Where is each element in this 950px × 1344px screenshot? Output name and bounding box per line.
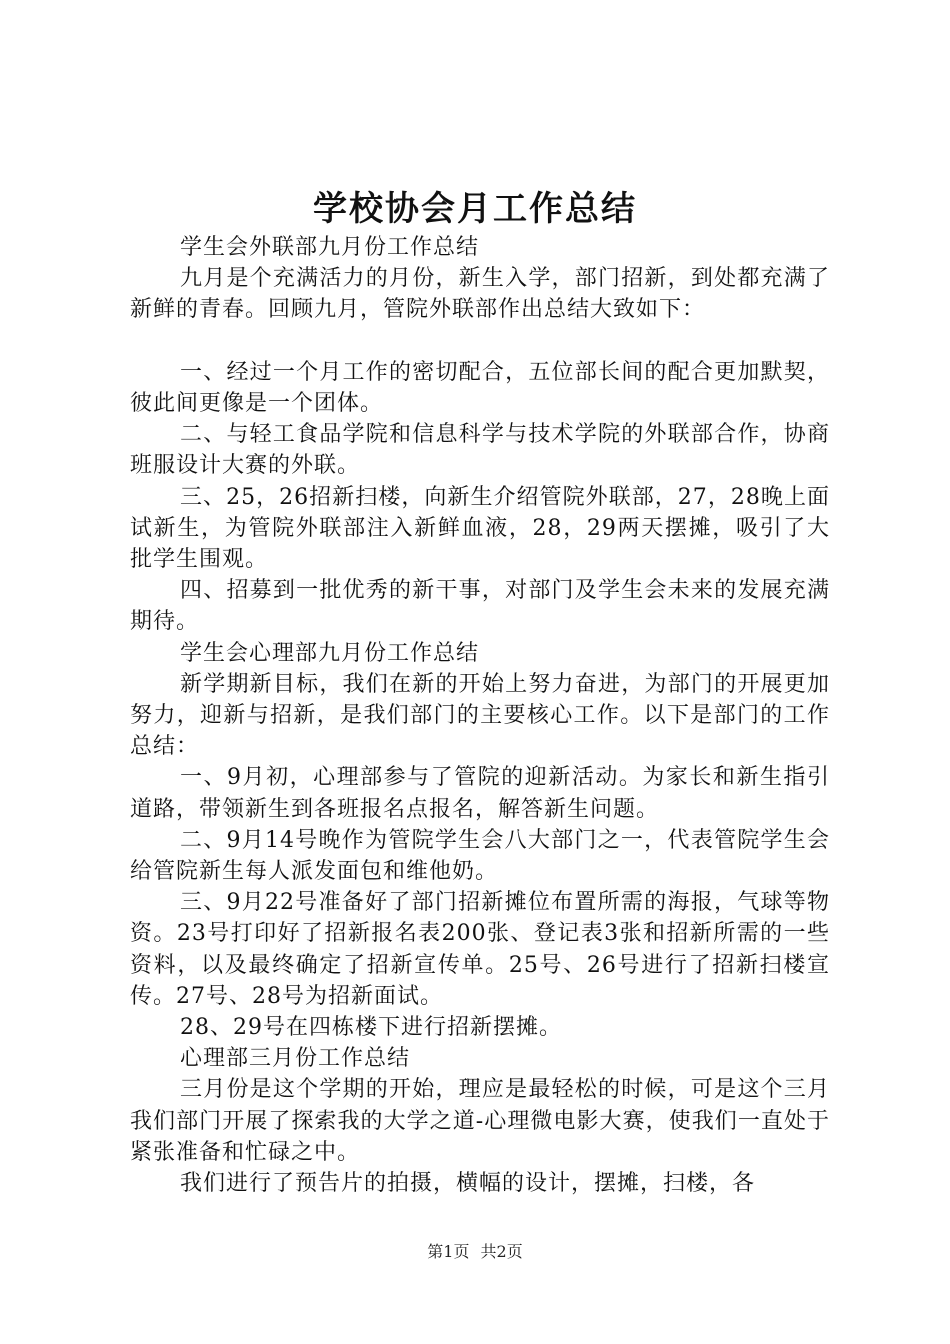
paragraph: 二、9月14号晚作为管院学生会八大部门之一，代表管院学生会给管院新生每人派发面包和维他奶。 <box>130 827 830 885</box>
paragraph: 28、29号在四栋楼下进行招新摆摊。 <box>180 1015 562 1041</box>
paragraph: 三月份是这个学期的开始，理应是最轻松的时候，可是这个三月我们部门开展了探索我的大学之道-心理微电影大赛，使我们一直处于紧张准备和忙碌之中。 <box>130 1077 830 1165</box>
section-heading-outreach: 学生会外联部九月份工作总结 <box>180 235 480 260</box>
paragraph: 九月是个充满活力的月份，新生入学，部门招新，到处都充满了新鲜的青春。回顾九月，管院外联部作出总结大致如下： <box>130 266 830 323</box>
section-heading-march: 心理部三月份工作总结 <box>180 1046 411 1072</box>
page-total: 共2页 <box>480 1242 523 1261</box>
blank-line <box>130 326 830 357</box>
paragraph: 二、与轻工食品学院和信息科学与技术学院的外联部合作，协商班服设计大赛的外联。 <box>130 422 830 479</box>
document-body <box>130 232 830 1199</box>
paragraph: 三、9月22号准备好了部门招新摊位布置所需的海报，气球等物资。23号打印好了招新报名表200张、登记表3张和招新所需的一些资料，以及最终确定了招新宣传单。25号、26号进行了招新扫楼宣传。27号、28号为招新面试。 <box>130 890 831 1009</box>
document-title: 学校协会月工作总结 <box>313 189 637 229</box>
paragraph: 一、经过一个月工作的密切配合，五位部长间的配合更加默契，彼此间更像是一个团体。 <box>130 359 830 416</box>
section-heading-psychology: 学生会心理部九月份工作总结 <box>180 640 480 666</box>
paragraph: 四、招募到一批优秀的新干事，对部门及学生会未来的发展充满期待。 <box>130 578 830 635</box>
paragraph: 三、25，26招新扫楼，向新生介绍管院外联部，27，28晚上面试新生，为管院外联部注入新鲜血液，28，29两天摆摊，吸引了大批学生围观。 <box>130 484 830 573</box>
paragraph: 我们进行了预告片的拍摄，横幅的设计，摆摊，扫楼，各 <box>180 1171 756 1197</box>
paragraph: 一、9月初，心理部参与了管院的迎新活动。为家长和新生指引道路，带领新生到各班报名点报名，解答新生问题。 <box>130 765 830 822</box>
page-number: 第1页 <box>427 1242 470 1261</box>
paragraph: 新学期新目标，我们在新的开始上努力奋进，为部门的开展更加努力，迎新与招新，是我们部门的主要核心工作。以下是部门的工作总结： <box>130 671 830 760</box>
page-footer <box>0 1242 950 1262</box>
